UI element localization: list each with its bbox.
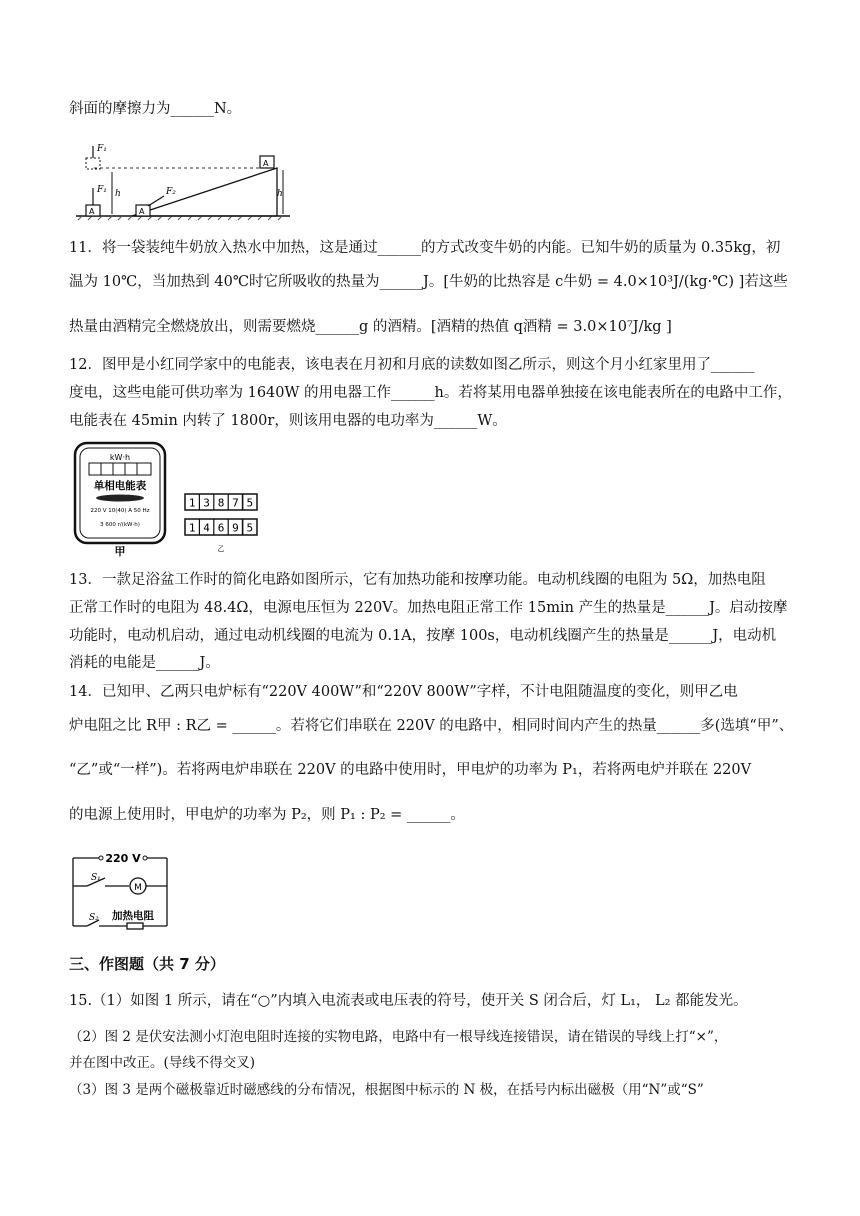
s2-label: S₂ [89,913,99,923]
q13-line-3: 功能时，电动机启动，通过电动机线圈的电流为 0.1A，按摩 100s，电动机线圈产生的热量是______J，电动机 [69,628,777,644]
q12-line-2: 度电，这些电能可供功率为 1640W 的用电器工作______h。若将某用电器单独接在该电能表所在的电路中工作， [69,385,792,401]
q15-line-3: 并在图中改正。(导线不得交叉) [69,1055,256,1071]
svg-text:h: h [277,189,283,199]
heater-label: 加热电阻 [112,910,154,922]
svg-text:A: A [263,159,269,168]
q11-line-3: 热量由酒精完全燃烧放出，则需要燃烧______g 的酒精。[酒精的热值 q酒精 = 3.0×10⁷J/kg ] [69,319,672,335]
q13-line-1: 13．一款足浴盆工作时的简化电路如图所示，它有加热功能和按摩功能。电动机线圈的电阻为 5Ω，加热电阻 [69,572,766,588]
incline-figure [72,128,294,224]
digit: 5 [246,496,254,510]
digit: 9 [232,521,239,535]
svg-text:A: A [89,207,95,216]
electricity-meter-figure [73,441,263,559]
digit: 1 [188,521,196,535]
svg-text:h: h [115,189,121,199]
q15-line-2: （2）图 2 是伏安法测小灯泡电阻时连接的实物电路，电路中有一根导线连接错误，请在错误的导线上打“×”， [69,1029,728,1045]
foot-bath-circuit-figure [69,848,173,930]
q12-line-1: 12．图甲是小红同学家中的电能表，该电表在月初和月底的读数如图乙所示，则这个月小红家里用了______ [69,357,755,373]
f2-label: F₂ [166,187,176,197]
digit: 3 [203,496,210,510]
digit: 4 [203,521,210,535]
digit: 7 [232,496,239,510]
q13-line-4: 消耗的电能是______J。 [69,655,220,671]
q15-line-4: （3）图 3 是两个磁极靠近时磁感线的分布情况，根据图中标示的 N 极，在括号内标出磁极（用“N”或“S” [69,1082,704,1098]
f1-label: F₁ [97,185,107,195]
reading-end [185,519,257,535]
reading-start [185,494,257,510]
q14-line-2: 炉电阻之比 R甲 : R乙 = ______。若将它们串联在 220V 的电路中，相同时间内产生的热量______多(选填“甲”、 [69,718,794,734]
text-line: 斜面的摩擦力为______N。 [69,101,242,117]
meter-caption-2: 乙 [217,545,225,553]
q14-line-4: 的电源上使用时，甲电炉的功率为 P₂，则 P₁ : P₂ = ______。 [69,807,465,823]
q11-line-1: 11．将一袋装纯牛奶放入热水中加热，这是通过______的方式改变牛奶的内能。已知牛奶的质量为 0.35kg，初 [69,240,781,256]
voltage-label: 220 V [105,852,141,865]
meter-unit: kW·h [109,453,131,462]
q11-line-2: 温为 10℃，当加热到 40℃时它所吸收的热量为______J。[牛奶的比热容是 c牛奶 = 4.0×10³J/(kg·℃) ]若这些 [69,274,788,290]
digit: 8 [217,496,225,510]
q12-line-3: 电能表在 45min 内转了 1800r，则该用电器的电功率为______W。 [69,413,507,429]
q13-line-2: 正常工作时的电阻为 48.4Ω，电源电压恒为 220V。加热电阻正常工作 15min 产生的热量是______J。启动按摩 [69,600,788,616]
q14-line-1: 14．已知甲、乙两只电炉标有“220V 400W”和“220V 800W”字样，不计电阻随温度的变化，则甲乙电 [69,684,738,700]
digit: 6 [217,521,225,535]
q14-line-3: “乙”或“一样”)。若将两电炉串联在 220V 的电路中使用时，甲电炉的功率为 P₁，若将两电炉并联在 220V [69,762,752,778]
motor-label: M [134,883,142,893]
f1-label-top: F₁ [97,144,107,154]
q15-line-1: 15.（1）如图 1 所示，请在“○”内填入电流表或电压表的符号，使开关 S 闭合后，灯 L₁， L₂ 都能发光。 [69,993,748,1009]
meter-rev: 3 600 r/(kW·h) [100,522,140,528]
digit: 5 [246,521,254,535]
digit: 1 [188,496,196,510]
s1-label: S₁ [91,873,101,883]
svg-text:A: A [139,207,145,216]
meter-caption: 甲 [114,545,126,558]
meter-title: 单相电能表 [93,480,147,492]
section-heading: 三、作图题（共 7 分） [69,955,225,973]
meter-spec: 220 V 10(40) A 50 Hz [90,508,150,514]
